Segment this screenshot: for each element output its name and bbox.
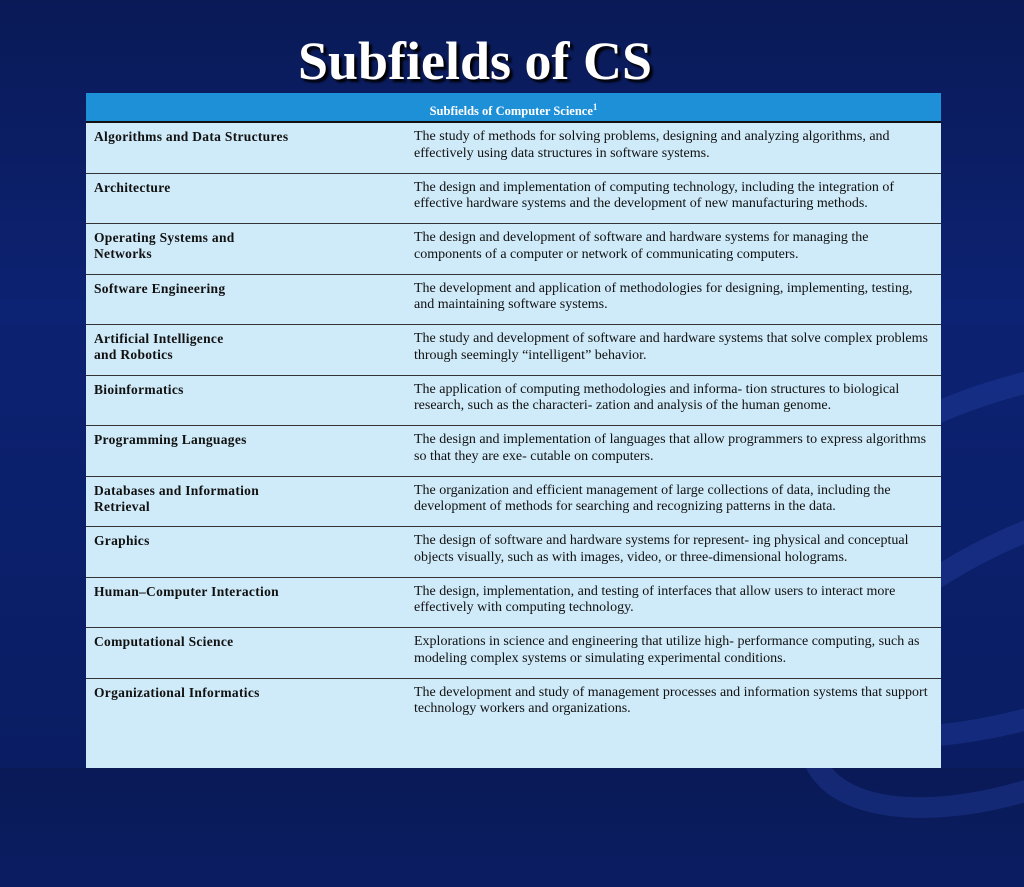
subfield-description: The design of software and hardware systems for represent- ing physical and conceptual objects visually, such as with images, video, or three-dimensional holograms. bbox=[414, 533, 909, 565]
table-row bbox=[86, 275, 941, 326]
subfield-description: The application of computing methodologies and informa- tion structures to biological research, such as the characteri- zation and analysis of the human genome. bbox=[414, 381, 900, 413]
table-header-footnote: 1 bbox=[592, 102, 598, 112]
subfield-description: The design and implementation of languages that allow programmers to express algorithms so that they are exe- cutable on computers. bbox=[414, 432, 927, 464]
table-row bbox=[86, 123, 941, 174]
table-row bbox=[86, 679, 941, 730]
subfield-name: Operating Systems and Networks bbox=[94, 230, 235, 261]
slide-title: Subfields of CS bbox=[297, 31, 653, 91]
subfield-description: Explorations in science and engineering that utilize high- performance computing, such as modeling complex systems or simulating experimental conditions. bbox=[414, 634, 920, 666]
subfield-name: Graphics bbox=[94, 533, 150, 548]
subfield-name: Programming Languages bbox=[94, 432, 247, 447]
subfield-name: Computational Science bbox=[94, 634, 234, 649]
table-row bbox=[86, 426, 941, 477]
subfield-description: The design, implementation, and testing of interfaces that allow users to interact more effectively with computing technology. bbox=[414, 583, 896, 615]
subfield-name: Software Engineering bbox=[94, 280, 226, 296]
subfield-description: The organization and efficient management of large collections of data, including the development of methods for searching and recognizing patterns in the data. bbox=[414, 482, 891, 514]
table-row bbox=[86, 527, 941, 578]
table-header-text: Subfields of Computer Science bbox=[429, 104, 593, 119]
table-row bbox=[86, 174, 941, 225]
table-header bbox=[86, 93, 941, 123]
subfield-description: The development and study of management processes and information systems that support technology workers and organizations. bbox=[414, 684, 928, 716]
subfield-description: The design and implementation of computing technology, including the integration of effective hardware systems and the development of new manufacturing methods. bbox=[414, 179, 895, 211]
table-row bbox=[86, 477, 941, 528]
subfield-name: Databases and Information Retrieval bbox=[94, 482, 260, 514]
subfield-name: Organizational Informatics bbox=[94, 684, 260, 700]
subfield-name: Human–Computer Interaction bbox=[94, 583, 279, 599]
subfields-table bbox=[86, 93, 941, 768]
subfield-name: Artificial Intelligence and Robotics bbox=[94, 331, 224, 362]
table-row bbox=[86, 628, 941, 679]
subfield-description: The design and development of software and hardware systems for managing the components of a computer or network of communicating computers. bbox=[414, 230, 869, 262]
subfield-description: The study and development of software and hardware systems that solve complex problems through seemingly “intelligent” behavior. bbox=[414, 331, 928, 363]
subfield-name: Architecture bbox=[94, 179, 171, 195]
subfield-description: The study of methods for solving problems, designing and analyzing algorithms, and effectively using data structures in software systems. bbox=[414, 129, 890, 161]
table-body bbox=[86, 123, 941, 729]
table-row bbox=[86, 578, 941, 629]
table-row bbox=[86, 376, 941, 427]
subfield-name: Bioinformatics bbox=[94, 381, 184, 397]
table-row bbox=[86, 224, 941, 275]
table-row bbox=[86, 325, 941, 376]
subfield-description: The development and application of methodologies for designing, implementing, testing, and maintaining software systems. bbox=[414, 280, 913, 312]
subfield-name: Algorithms and Data Structures bbox=[94, 129, 289, 144]
